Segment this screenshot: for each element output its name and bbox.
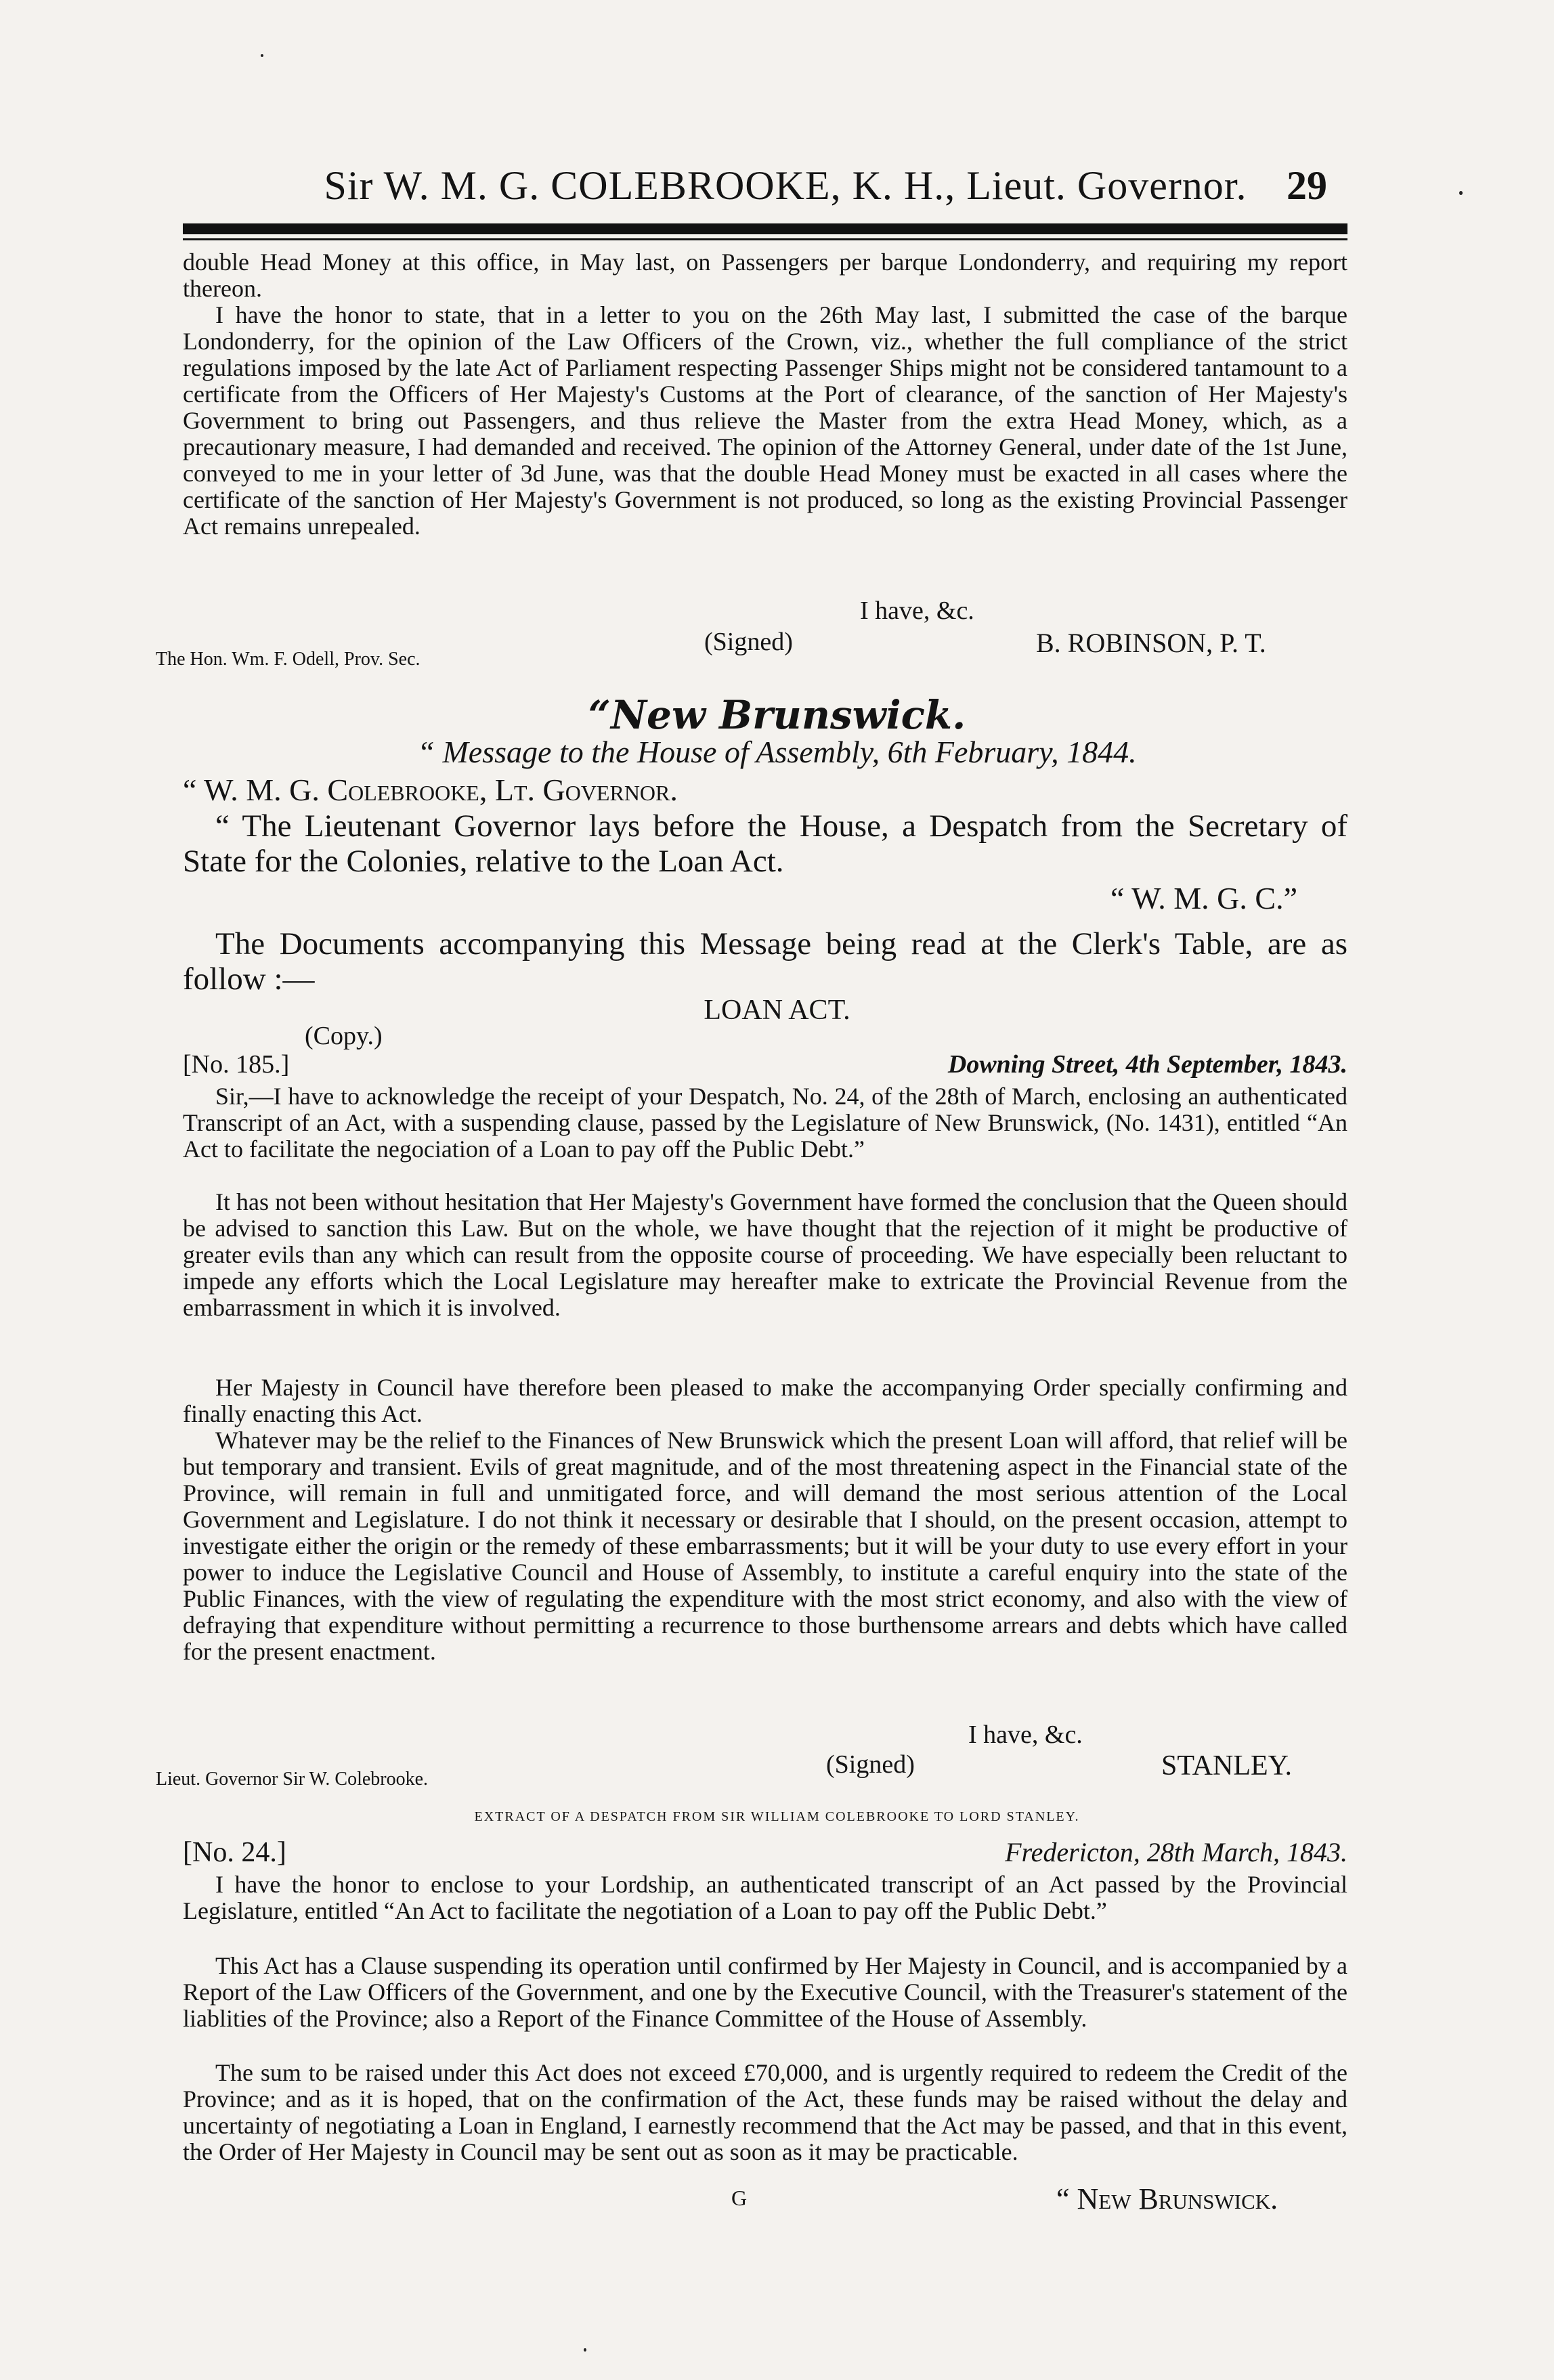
copy-label: (Copy.) (305, 1022, 383, 1050)
despatch-signatory: STANLEY. (1161, 1750, 1293, 1781)
letter-closing: I have, &c. (860, 597, 974, 625)
despatch-para-3: Her Majesty in Council have therefore been pleased to make the accompanying Order specially confirming and finally enacting this Act. (183, 1374, 1347, 1427)
header-rule-thin (183, 238, 1347, 240)
page-number: 29 (1287, 163, 1327, 208)
documents-intro: The Documents accompanying this Message being read at the Clerk's Table, are as follow :— (183, 926, 1347, 997)
letter-continuation: double Head Money at this office, in May last, on Passengers per barque Londonderry, and requiring my report thereon. (183, 248, 1347, 302)
header-rule (183, 223, 1347, 234)
scan-speck (261, 54, 263, 57)
signature-mark: G (731, 2186, 748, 2210)
letter-addressee: The Hon. Wm. F. Odell, Prov. Sec. (156, 649, 420, 670)
extract-number: [No. 24.] (183, 1837, 286, 1868)
extract-para-1: I have the honor to enclose to your Lordship, an authenticated transcript of an Act passed by the Provincial Legislature, entitled “An Act to facilitate the negotiation of a Loan to pay off the Public Debt.” (183, 1871, 1347, 1924)
despatch-number: [No. 185.] (183, 1050, 290, 1079)
scan-speck (1459, 191, 1463, 195)
letter-signed: (Signed) (704, 628, 793, 656)
running-header: Sir W. M. G. COLEBROOKE, K. H., Lieut. Governor. (324, 163, 1247, 208)
message-from: “ W. M. G. Colebrooke, Lt. Governor. (183, 773, 678, 807)
message-initials: “ W. M. G. C.” (1110, 881, 1297, 915)
extract-para-2: This Act has a Clause suspending its operation until confirmed by Her Majesty in Council, and is accompanied by a Report of the Law Officers of the Government, and one by the Executive Council, with the Treasurer's statement of the liablities of the Province; also a Report of the Finance Committee of the House of Assembly. (183, 1952, 1347, 2032)
extract-para-3: The sum to be raised under this Act does not exceed £70,000, and is urgently required to redeem the Credit of the Province; and as it is hoped, that on the confirmation of the Act, these funds may be raised without the delay and uncertainty of negotiating a Loan in England, I earnestly recommend that the Act may be passed, and that in this event, the Order of Her Majesty in Council may be sent out as soon as it may be practicable. (183, 2059, 1347, 2165)
letter-signatory: B. ROBINSON, P. T. (1036, 628, 1266, 658)
message-body: “ The Lieutenant Governor lays before the House, a Despatch from the Secretary of State for the Colonies, relative to the Loan Act. (183, 808, 1347, 879)
despatch-place-date: Downing Street, 4th September, 1843. (947, 1050, 1347, 1079)
despatch-para-1: Sir,—I have to acknowledge the receipt of your Despatch, No. 24, of the 28th of March, enclosing an authenticated Transcript of an Act, with a suspending clause, passed by the Legislature of New Brunswick, (No. 1431), entitled “An Act to facilitate the negociation of a Loan to pay off the Public Debt.” (183, 1083, 1347, 1163)
message-title: “ Message to the House of Assembly, 6th February, 1844. (417, 735, 1137, 769)
extract-place-date: Fredericton, 28th March, 1843. (1005, 1837, 1347, 1867)
catchword: “ New Brunswick. (1056, 2182, 1278, 2215)
message-heading: “New Brunswick. (588, 692, 966, 738)
extract-heading: EXTRACT OF A DESPATCH FROM SIR WILLIAM COLEBROOKE TO LORD STANLEY. (474, 1809, 1080, 1824)
letter-body: I have the honor to state, that in a letter to you on the 26th May last, I submitted the case of the barque Londonderry, for the opinion of the Law Officers of the Crown, viz., whether the full compliance of the strict regulations imposed by the late Act of Parliament respecting Passenger Ships might not be considered tantamount to a certificate from the Officers of Her Majesty's Customs at the Port of clearance, of the sanction of Her Majesty's Government to bring out Passengers, and thus relieve the Master from the extra Head Money, which, as a precautionary measure, I had demanded and received. The opinion of the Attorney General, under date of the 1st June, conveyed to me in your letter of 3d June, was that the double Head Money must be exacted in all cases where the certificate of the sanction of Her Majesty's Government is not produced, so long as the existing Provincial Passenger Act remains unrepealed. (183, 301, 1347, 540)
despatch-addressee: Lieut. Governor Sir W. Colebrooke. (156, 1769, 429, 1790)
despatch-para-2: It has not been without hesitation that Her Majesty's Government have formed the conclusion that the Queen should be advised to sanction this Law. But on the whole, we have thought that the rejection of it might be productive of greater evils than any which can result from the opposite course of proceeding. We have especially been reluctant to impede any efforts which the Local Legislature may hereafter make to extricate the Provincial Revenue from the embarrassment in which it is involved. (183, 1188, 1347, 1321)
despatch-closing: I have, &c. (968, 1721, 1083, 1749)
scan-speck (584, 2348, 586, 2352)
despatch-para-4: Whatever may be the relief to the Finances of New Brunswick which the present Loan will afford, that relief will be but temporary and transient. Evils of great magnitude, and of the most threatening aspect in the Financial state of the Province, will remain in full and unmitigated force, and will demand the most serious attention of the Local Government and Legislature. I do not think it necessary or desirable that I should, on the present occasion, attempt to investigate either the origin or the remedy of these embarrassments; but it will be your duty to use every effort in your power to induce the Legislative Council and House of Assembly, to institute a careful enquiry into the state of the Public Finances, with the view of regulating the expenditure with the most strict economy, and also with the view of defraying that expenditure without permitting a recurrence to those burthensome arrears and debts which have called for the present enactment. (183, 1427, 1347, 1665)
despatch-signed: (Signed) (826, 1750, 915, 1779)
section-title: LOAN ACT. (704, 995, 850, 1026)
